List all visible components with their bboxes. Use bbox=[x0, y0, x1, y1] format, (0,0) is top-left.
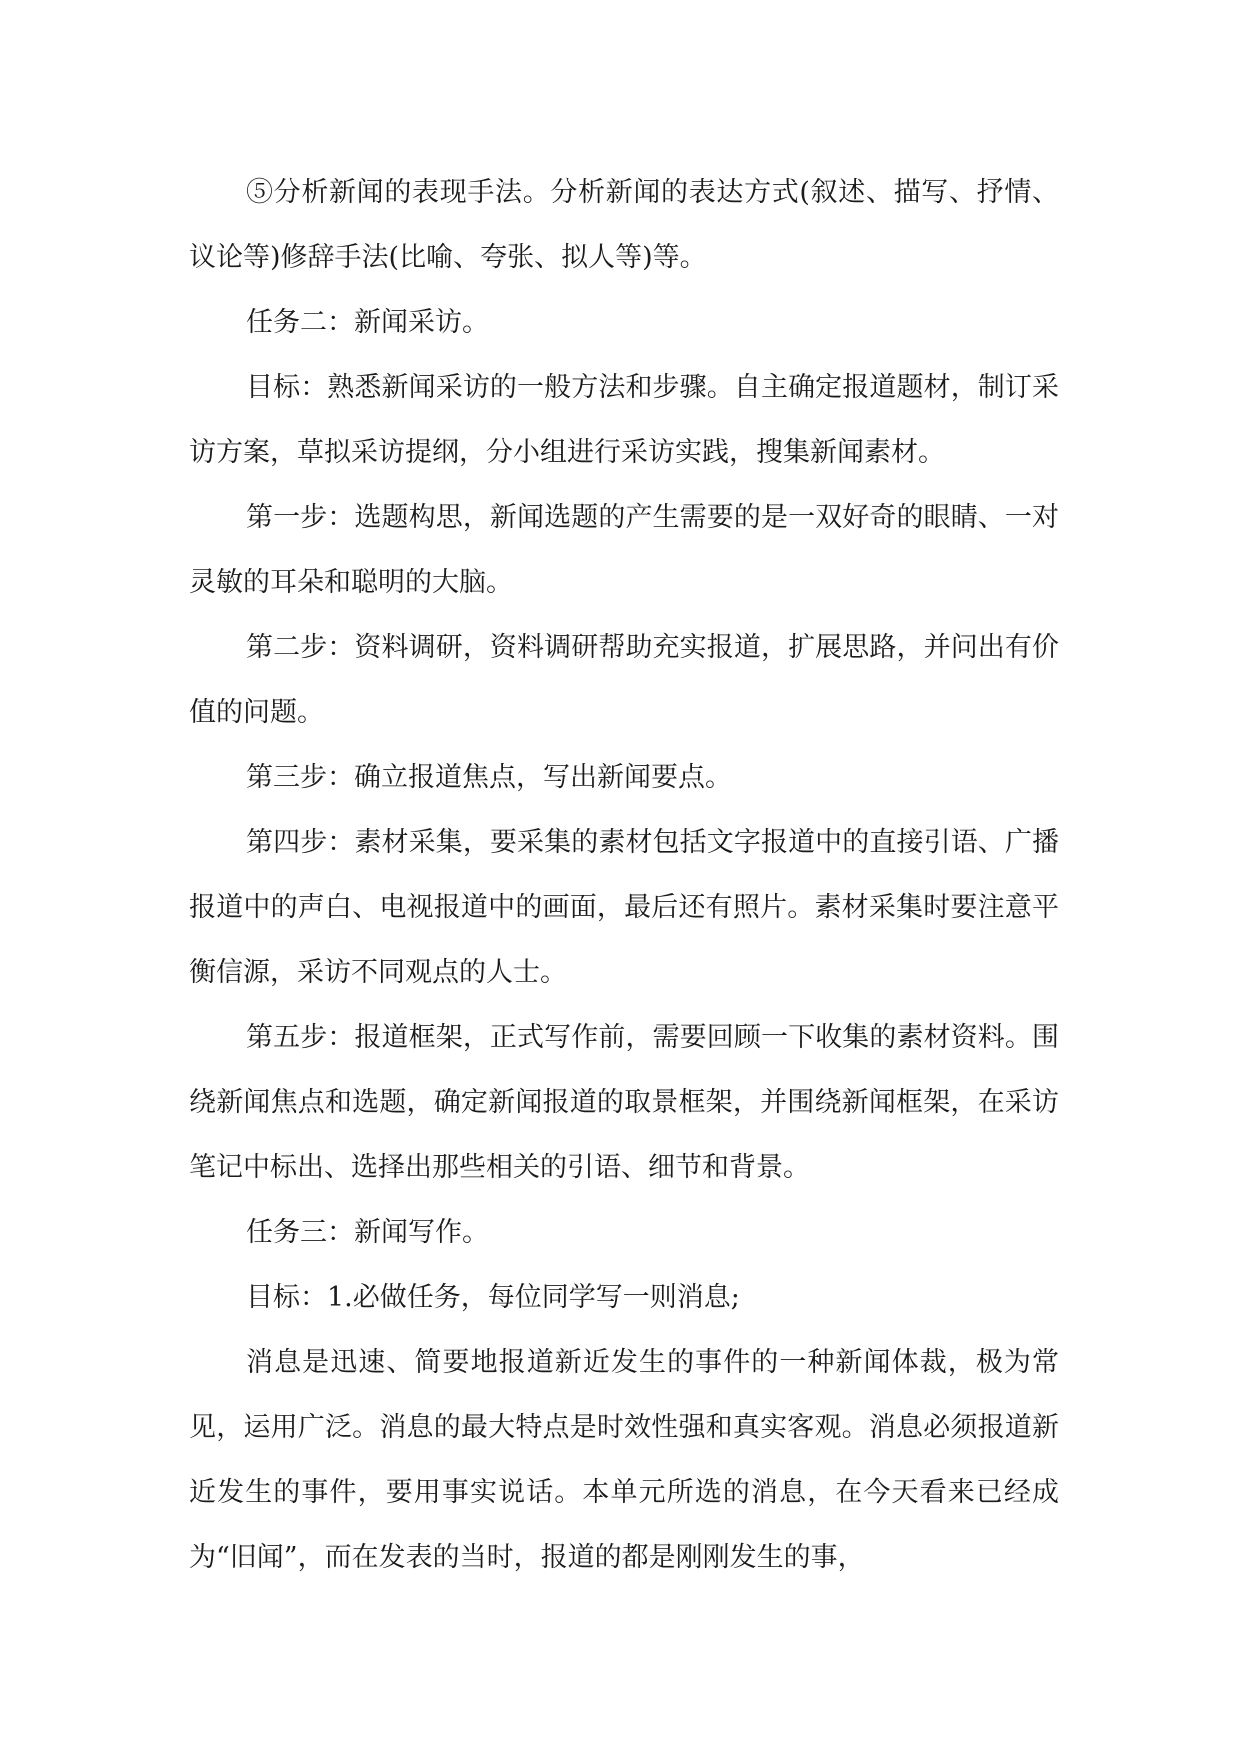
paragraph-step-two: 第二步：资料调研，资料调研帮助充实报道，扩展思路，并问出有价值的问题。 bbox=[189, 632, 1059, 728]
paragraph-task-two-heading: 任务二：新闻采访。 bbox=[246, 307, 489, 338]
paragraph-step-one: 第一步：选题构思，新闻选题的产生需要的是一双好奇的眼睛、一对灵敏的耳朵和聪明的大脑。 bbox=[189, 502, 1059, 598]
paragraph-step-three: 第三步：确立报道焦点，写出新闻要点。 bbox=[246, 762, 732, 793]
document-body bbox=[189, 160, 1059, 1590]
paragraph-task-three-heading: 任务三：新闻写作。 bbox=[246, 1217, 489, 1248]
paragraph-news-definition: 消息是迅速、简要地报道新近发生的事件的一种新闻体裁，极为常见，运用广泛。消息的最大特点是时效性强和真实客观。消息必须报道新近发生的事件，要用事实说话。本单元所选的消息，在今天看来已经成为“旧闻”，而在发表的当时，报道的都是刚刚发生的事， bbox=[189, 1347, 1059, 1573]
paragraph-task-two-goal: 目标：熟悉新闻采访的一般方法和步骤。自主确定报道题材，制订采访方案，草拟采访提纲，分小组进行采访实践，搜集新闻素材。 bbox=[189, 372, 1059, 468]
paragraph-expression-techniques: ⑤分析新闻的表现手法。分析新闻的表达方式(叙述、描写、抒情、议论等)修辞手法(比喻、夸张、拟人等)等。 bbox=[189, 177, 1059, 273]
paragraph-task-three-goal: 目标：1.必做任务，每位同学写一则消息; bbox=[246, 1282, 740, 1313]
paragraph-step-five: 第五步：报道框架，正式写作前，需要回顾一下收集的素材资料。围绕新闻焦点和选题，确定新闻报道的取景框架，并围绕新闻框架，在采访笔记中标出、选择出那些相关的引语、细节和背景。 bbox=[189, 1022, 1059, 1183]
paragraph-step-four: 第四步：素材采集，要采集的素材包括文字报道中的直接引语、广播报道中的声白、电视报道中的画面，最后还有照片。素材采集时要注意平衡信源，采访不同观点的人士。 bbox=[189, 827, 1059, 988]
